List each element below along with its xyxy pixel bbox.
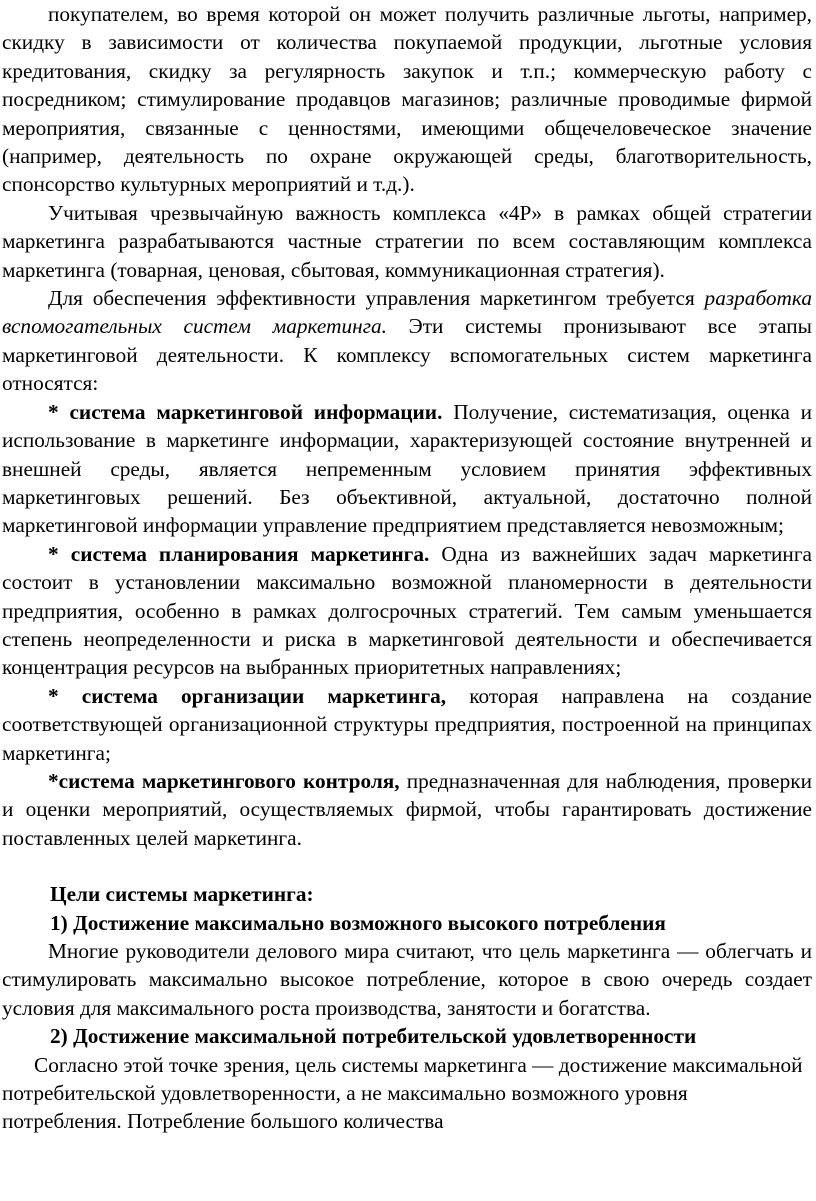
list-item-organization-system [2, 682, 812, 767]
section-heading-goals: Цели системы маркетинга: [50, 882, 314, 907]
italic-term: разработка вспомогательных систем маркетинга. [2, 286, 812, 339]
paragraph-text: Эти системы пронизывают все этапы маркетинговой деятельности. К комплексу вспомогательных систем маркетинга относятся: [2, 314, 812, 396]
paragraph-text: покупателем, во время которой он может получить различные льготы, например, скидку в зависимости от количества покупаемой продукции, льготные условия кредитования, скидку за регулярность закупок и т.п.; коммерческую работу с посредником; стимулирование продавцов магазинов; различные проводимые фирмой мероприятия, связанные с ценностями, имеющими общечеловеческое значение (например, деятельность по охране окружающей среды, благотворительность, спонсорство культурных мероприятий и т.д.). [2, 2, 812, 197]
list-item-title: *система маркетингового контроля, [48, 768, 400, 793]
paragraph-max-satisfaction: Согласно этой точке зрения, цель системы маркетинга — достижение максимальной потребительской удовлетворенности, а не максимально возможного уровня потребления. Потребление большого количества [2, 1052, 803, 1134]
paragraph-4p-strategies: Учитывая чрезвычайную важность комплекса «4P» в рамках общей стратегии маркетинга разрабатываются частные стратегии по всем составляющим комплекса маркетинга (товарная, ценовая, сбытовая, коммуникационная стратегия). [2, 200, 812, 282]
list-item-control-system [2, 767, 812, 852]
subheading-max-satisfaction: 2) Достижение максимальной потребительской удовлетворенности [50, 1024, 697, 1049]
list-item-planning-system [2, 540, 812, 682]
list-item-title: * система маркетинговой информации. [48, 399, 443, 424]
list-item-text: Получение, систематизация, оценка и использование в маркетинге информации, характеризующей состояние внутренней и внешней среды, является непременным условием принятия эффективных маркетинговых решений. Без объективной, актуальной, достаточно полной маркетинговой информации управление предприятием представляется невозможным; [2, 399, 812, 538]
paragraph-benefits-continuation [2, 0, 812, 199]
list-item-information-system [2, 398, 812, 540]
paragraph-text: Для обеспечения эффективности управления маркетингом требуется [48, 286, 705, 311]
paragraph-max-consumption: Многие руководители делового мира считают, что цель маркетинга — облегчать и стимулировать максимально высокое потребление, которое в свою очередь создает условия для максимального роста производства, занятости и богатства. [2, 939, 812, 1020]
list-item-title: * система планирования маркетинга. [48, 541, 430, 566]
list-item-text: Одна из важнейших задач маркетинга состоит в установлении максимально возможной планомерности в деятельности предприятия, особенно в рамках долгосрочных стратегий. Тем самым уменьшается степень неопределенности и риска в маркетинговой деятельности и обеспечивается концентрация ресурсов на выбранных приоритетных направлениях; [2, 541, 813, 680]
list-item-text: предназначенная для наблюдения, проверки и оценки мероприятий, осуществляемых фирмой, чтобы гарантировать достижение поставленных целей маркетинга. [2, 768, 812, 850]
blank-line [2, 852, 812, 880]
subheading-max-consumption: 1) Достижение максимально возможного высокого потребления [50, 910, 666, 935]
list-item-text: которая направлена на создание соответствующей организационной структуры предприятия, построенной на принципах маркетинга; [2, 683, 812, 765]
paragraph-auxiliary-systems [2, 284, 812, 398]
list-item-title: * система организации маркетинга, [48, 683, 447, 708]
